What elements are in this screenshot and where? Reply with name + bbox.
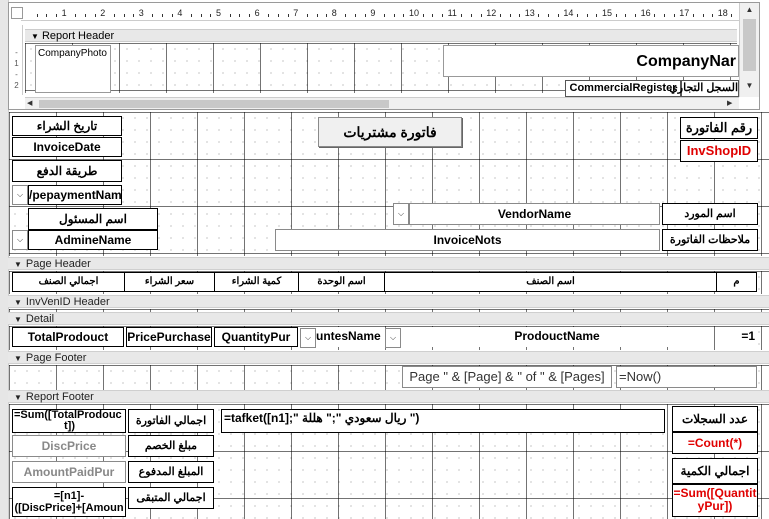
ruler-dot <box>481 14 482 17</box>
ruler-dot <box>172 14 173 17</box>
band-arrow-icon: ▼ <box>14 393 22 402</box>
ruler-dot <box>394 14 395 17</box>
vendor-dropdown-icon[interactable]: ⌵ <box>393 203 409 225</box>
band-arrow-icon: ▼ <box>31 32 39 41</box>
ruler-dot <box>162 14 163 17</box>
vertical-ruler: - 1 - 2 <box>11 25 23 95</box>
invoice-date-field[interactable]: InvoiceDate <box>12 137 122 157</box>
scroll-left-icon[interactable]: ◀ <box>27 100 33 107</box>
ruler-dot <box>75 14 76 17</box>
qty-total-label[interactable]: اجمالي الكمية <box>672 458 758 484</box>
company-photo-control[interactable]: CompanyPhoto <box>35 45 111 93</box>
commercial-register-field[interactable]: CommercialRegister <box>565 80 681 97</box>
ruler-number: 5 <box>216 8 222 18</box>
band-page-footer[interactable]: ▼ Page Footer <box>8 351 769 364</box>
ruler-number: 12 <box>486 8 497 18</box>
company-name-field[interactable]: CompanyNar <box>443 45 739 77</box>
ruler-dot <box>384 14 385 17</box>
ruler-dot <box>317 14 318 17</box>
admin-name-dropdown-icon[interactable]: ⌵ <box>12 230 28 250</box>
subreport-band-report-header[interactable] <box>25 29 737 42</box>
ruler-dot <box>693 14 694 17</box>
commercial-register-label: السجل التجاري : <box>681 80 739 97</box>
ruler-dot <box>423 14 424 17</box>
ruler-number: 16 <box>640 8 651 18</box>
ruler-dot <box>355 14 356 17</box>
ruler-dot <box>95 14 96 17</box>
total-product-field[interactable]: TotalProdouct <box>12 327 124 347</box>
ruler-dot <box>731 14 732 17</box>
subreport-vertical-scrollbar[interactable] <box>739 3 759 97</box>
band-group-header[interactable]: ▼ InvVenID Header <box>8 295 769 308</box>
ruler-dot <box>654 14 655 17</box>
ruler-dot <box>558 14 559 17</box>
payment-type-field[interactable]: /pepaymentNam <box>28 185 122 205</box>
ruler-dot <box>37 14 38 17</box>
unit-name-field[interactable]: untesName <box>316 327 384 347</box>
quantity-purchase-field[interactable]: QuantityPur <box>214 327 298 347</box>
ruler-dot <box>577 14 578 17</box>
ruler-dot <box>307 14 308 17</box>
ruler-dot <box>114 14 115 17</box>
ruler-dot <box>442 14 443 17</box>
col-unit-name: اسم الوحدة <box>299 273 385 291</box>
ruler-dot <box>403 14 404 17</box>
band-arrow-icon: ▼ <box>14 315 22 324</box>
payment-method-label[interactable]: طريقة الدفع <box>12 160 122 182</box>
ruler-dot <box>664 14 665 17</box>
ruler-dot <box>712 14 713 17</box>
count-expression[interactable]: =Count(*) <box>672 432 758 454</box>
ruler-dot <box>510 14 511 17</box>
ruler-number: 13 <box>524 8 535 18</box>
column-headers-row <box>12 272 757 292</box>
sum-qty-expression[interactable]: =Sum([Quantit yPur]) <box>672 484 758 517</box>
ruler-dot <box>538 14 539 17</box>
product-name-dropdown-icon[interactable]: ⌵ <box>385 328 401 348</box>
ruler-number: 17 <box>679 8 690 18</box>
invoice-notes-field[interactable]: InvoiceNots <box>275 229 660 251</box>
records-count-label[interactable]: عدد السجلات <box>672 406 758 432</box>
scroll-thumb-horizontal[interactable] <box>39 100 389 108</box>
scroll-up-icon[interactable]: ▲ <box>745 5 754 14</box>
ruler-dot <box>345 14 346 17</box>
ruler-dot <box>191 14 192 17</box>
ruler-dot <box>239 14 240 17</box>
ruler-dot <box>500 14 501 17</box>
subreport-horizontal-scrollbar[interactable] <box>25 97 739 109</box>
ruler-dot <box>519 14 520 17</box>
col-item-name: اسم الصنف <box>385 273 717 291</box>
ruler-dot <box>365 14 366 17</box>
sum-total-expression[interactable]: =Sum([TotalProdouc t]) <box>12 409 126 433</box>
discount-amount-label[interactable]: مبلغ الخصم <box>128 435 214 457</box>
price-purchase-field[interactable]: PricePurchase <box>126 327 212 347</box>
ruler-dot <box>124 14 125 17</box>
disc-price-field[interactable]: DiscPrice <box>12 435 126 457</box>
ruler-dot <box>703 14 704 17</box>
ruler-number: 6 <box>254 8 260 18</box>
ruler-dot <box>471 14 472 17</box>
band-report-footer[interactable]: ▼ Report Footer <box>8 390 769 403</box>
ruler-dot <box>278 14 279 17</box>
ruler-dot <box>249 14 250 17</box>
invoice-shop-id-field[interactable]: InvShopID <box>680 140 758 162</box>
band-arrow-icon: ▼ <box>14 354 22 363</box>
ruler-dot <box>46 14 47 17</box>
row-number-field[interactable]: =1 <box>715 327 757 347</box>
ruler-dot <box>288 14 289 17</box>
ruler-number: 1 <box>61 8 67 18</box>
horizontal-ruler <box>21 7 739 21</box>
tafket-expression[interactable]: =tafket([n1];" ريال سعودي ";" هللة ") <box>221 409 665 433</box>
payment-type-dropdown-icon[interactable]: ⌵ <box>12 185 28 205</box>
ruler-dot <box>210 14 211 17</box>
ruler-dot <box>548 14 549 17</box>
band-page-header[interactable]: ▼ Page Header <box>8 257 769 270</box>
ruler-number: 4 <box>177 8 183 18</box>
ruler-number: 9 <box>370 8 376 18</box>
ruler-number: 11 <box>447 8 457 18</box>
amount-paid-field[interactable]: AmountPaidPur <box>12 461 126 483</box>
subreport-container[interactable] <box>8 2 760 110</box>
ruler-dot <box>230 14 231 17</box>
band-arrow-icon: ▼ <box>14 260 22 269</box>
ruler-dot <box>326 14 327 17</box>
ruler-number: 14 <box>563 8 574 18</box>
ruler-dot <box>133 14 134 17</box>
product-name-field[interactable]: ProdouctName <box>401 327 713 347</box>
col-purchase-qty: كمية الشراء <box>215 273 299 291</box>
invoice-total-label[interactable]: اجمالي الفاتورة <box>128 409 214 433</box>
vendor-name-field[interactable]: VendorName <box>409 203 660 225</box>
col-purchase-price: سعر الشراء <box>125 273 215 291</box>
purchase-date-label[interactable]: تاريخ الشراء <box>12 116 122 136</box>
ruler-dot <box>85 14 86 17</box>
ruler-dot <box>461 14 462 17</box>
ruler-dot <box>674 14 675 17</box>
ruler-dot <box>56 14 57 17</box>
scroll-thumb[interactable] <box>743 19 756 71</box>
invoice-notes-label[interactable]: ملاحظات الفاتورة <box>662 229 758 251</box>
ruler-dot <box>587 14 588 17</box>
ruler-dot <box>152 14 153 17</box>
unit-name-dropdown-icon[interactable]: ⌵ <box>300 328 316 348</box>
ruler-number: 15 <box>602 8 613 18</box>
vendor-name-label[interactable]: اسم المورد <box>662 203 758 225</box>
now-expression[interactable]: =Now() <box>616 366 757 388</box>
band-label: Report Header <box>41 30 115 42</box>
scroll-down-icon[interactable]: ▼ <box>745 81 754 90</box>
ruler-dot <box>432 14 433 17</box>
ruler-number: 2 <box>100 8 106 18</box>
invoice-number-label[interactable]: رقم الفاتورة <box>680 117 758 139</box>
ruler-dot <box>268 14 269 17</box>
col-row-number: م <box>733 276 740 287</box>
band-detail[interactable]: ▼ Detail <box>8 312 769 325</box>
scroll-right-icon[interactable]: ▶ <box>727 100 733 107</box>
responsible-name-label[interactable]: اسم المسئول <box>28 208 158 230</box>
ruler-dot <box>635 14 636 17</box>
amount-paid-label[interactable]: المبلغ المدفوع <box>128 461 214 483</box>
remaining-total-label[interactable]: اجمالي المتبقى <box>128 487 214 509</box>
page-number-expression[interactable]: Page " & [Page] & " of " & [Pages] <box>402 366 612 388</box>
ruler-dot <box>625 14 626 17</box>
admin-name-field[interactable]: AdmineName <box>28 230 158 250</box>
ruler-dot <box>201 14 202 17</box>
invoice-title-button[interactable]: فاتورة مشتريات <box>318 117 462 147</box>
ruler-number: 10 <box>409 8 420 18</box>
ruler-dot <box>616 14 617 17</box>
band-arrow-icon: ▼ <box>14 298 22 307</box>
ruler-number: 8 <box>331 8 337 18</box>
remaining-expression[interactable]: =[n1]- ([DiscPrice]+[Amoun <box>12 487 126 517</box>
ruler-number: 3 <box>138 8 144 18</box>
ruler-number: 18 <box>717 8 728 18</box>
ruler-dot <box>596 14 597 17</box>
ruler-number: 7 <box>293 8 299 18</box>
col-total-item: اجمالي الصنف <box>13 273 125 291</box>
